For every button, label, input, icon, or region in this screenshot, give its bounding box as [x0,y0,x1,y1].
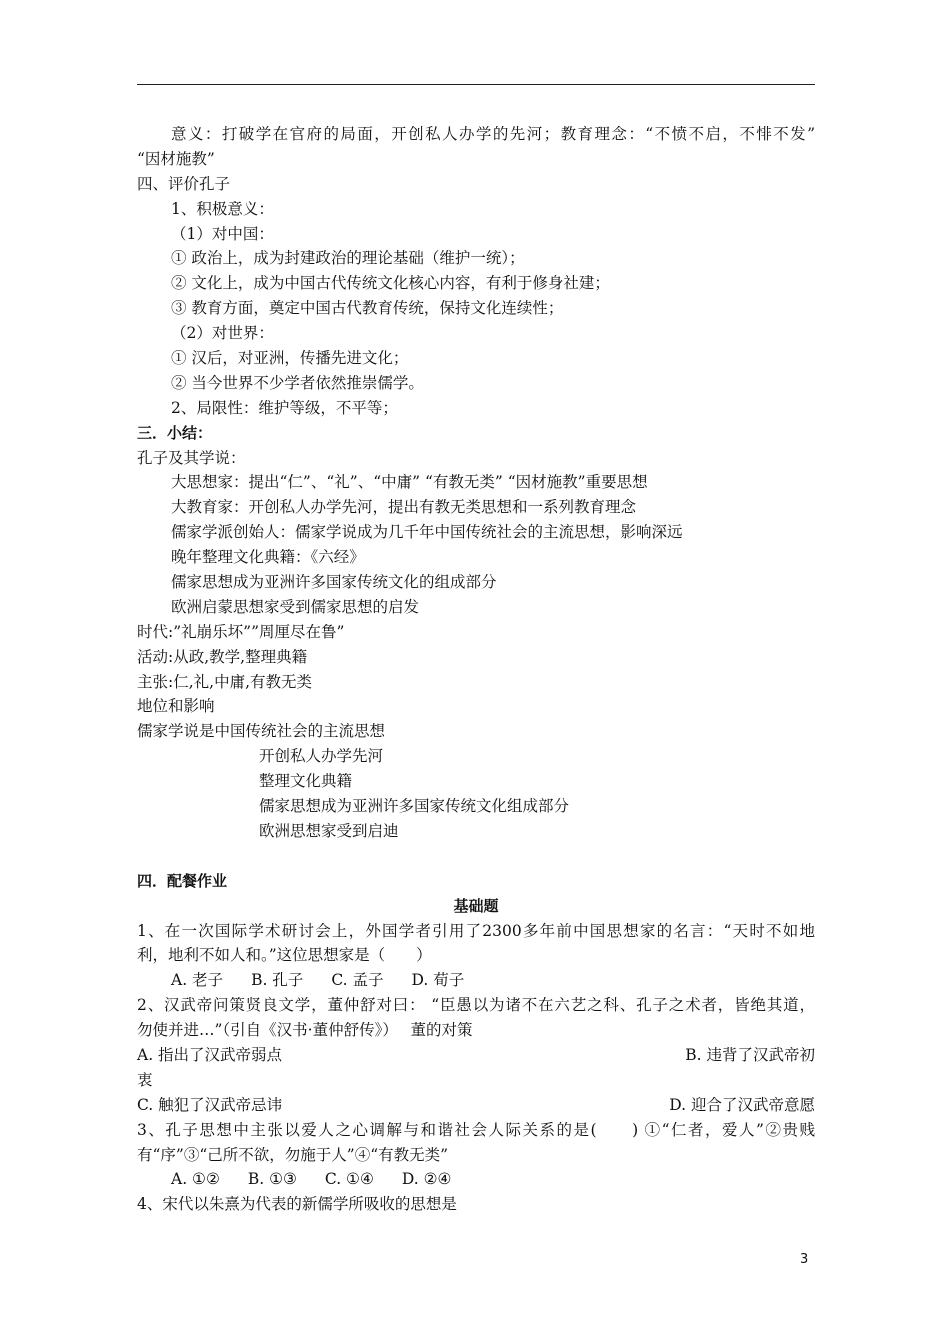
note-line: ② 当今世界不少学者依然推崇儒学。 [171,373,424,392]
question-2-line-1: 2、汉武帝问策贤良文学，董仲舒对曰： “臣愚以为诸不在六艺之科、孔子之术者，皆绝其道， [137,996,815,1015]
note-line: 整理文化典籍 [259,772,353,791]
note-line: 儒家学说是中国传统社会的主流思想 [137,722,386,741]
lesson-notes [137,122,815,844]
document-body [137,122,815,1217]
note-line: 主张:仁,礼,中庸,有教无类 [137,672,313,691]
note-line: （2）对世界： [171,324,274,343]
option-a: A. ①② [171,1170,220,1189]
option-d: D. 荀子 [411,971,465,990]
option-d: D. ②④ [401,1170,452,1189]
note-line: （1）对中国： [171,224,274,243]
note-line: ① 汉后，对亚洲，传播先进文化； [171,349,409,368]
question-2-line-2: 勿使并进…”（引自《汉书·董仲舒传》） 董的对策 [137,1021,473,1040]
question-3-line-2: 有“序”③“己所不欲，勿施于人”④“有教无类” [137,1145,449,1164]
note-line: 意义：打破学在官府的局面，开创私人办学的先河；教育理念：“不愤不启，不悱不发” [171,125,815,143]
note-line: ① 政治上，成为封建政治的理论基础（维护一统）； [171,249,525,268]
note-line: 开创私人办学先河 [259,747,384,766]
question-4-line-1: 4、宋代以朱熹为代表的新儒学所吸收的思想是 [137,1195,457,1214]
note-line: 2、局限性：维护等级，不平等； [171,398,398,417]
note-line: 儒家思想成为亚洲许多国家传统文化的组成部分 [171,573,497,592]
question-1-options [137,968,815,993]
section-title-homework: 四．配餐作业 [137,871,228,890]
option-c: C. 孟子 [331,971,384,990]
option-b: B. 违背了汉武帝初 [685,1045,815,1064]
question-1-line-1: 1、在一次国际学术研讨会上，外国学者引用了2300多年前中国思想家的名言：“天时不如地 [137,921,815,940]
note-line: 大思想家：提出“仁”、“礼”、“中庸” “有教无类” “因材施教”重要思想 [171,473,648,492]
note-line: ② 文化上，成为中国古代传统文化核心内容，有利于修身社建； [171,274,610,293]
note-line: 三．小结： [137,423,213,442]
note-line: 儒家思想成为亚洲许多国家传统文化组成部分 [259,797,570,816]
question-3-options [137,1167,815,1192]
question-3-line-1: 3、孔子思想中主张以爱人之心调解与和谐社会人际关系的是( ) ①“仁者，爱人”②贵贱 [137,1120,815,1139]
note-line: 欧洲启蒙思想家受到儒家思想的启发 [171,597,420,616]
question-2-options-ab [137,1043,815,1068]
note-line: 地位和影响 [137,697,215,716]
note-line: ③ 教育方面，奠定中国古代教育传统，保持文化连续性； [171,299,564,318]
note-line: 儒家学派创始人：儒家学说成为几千年中国传统社会的主流思想，影响深远 [171,523,683,542]
note-line: 晚年整理文化典籍：《六经》 [171,548,365,567]
note-line: “因材施教” [137,149,215,168]
option-a: A. 老子 [171,971,224,990]
note-line: 大教育家：开创私人办学先河，提出有教无类思想和一系列教育理念 [171,498,637,517]
question-1-line-2: 利，地利不如人和。”这位思想家是（ ） [137,946,432,965]
note-line: 欧洲思想家受到启迪 [259,821,399,840]
option-b-continuation: 衷 [137,1070,153,1089]
note-line: 四、评价孔子 [137,174,231,193]
note-line: 孔子及其学说： [137,448,246,467]
header-rule [137,84,815,85]
option-b: B. 孔子 [251,971,304,990]
option-b: B. ①③ [247,1170,297,1189]
note-line: 时代:”礼崩乐坏””周厘尽在鲁” [137,622,345,641]
subsection-title-basic: 基础题 [453,896,499,915]
note-line: 活动:从政,教学,整理典籍 [137,647,308,666]
option-a: A. 指出了汉武帝弱点 [137,1045,283,1064]
spacer [137,844,815,869]
question-2-options-cd [137,1093,815,1118]
option-c: C. 触犯了汉武帝忌讳 [137,1095,283,1114]
option-d: D. 迎合了汉武帝意愿 [669,1095,815,1114]
option-c: C. ①④ [324,1170,374,1189]
page-number: 3 [800,1252,809,1267]
note-line: 1、积极意义： [171,199,274,218]
